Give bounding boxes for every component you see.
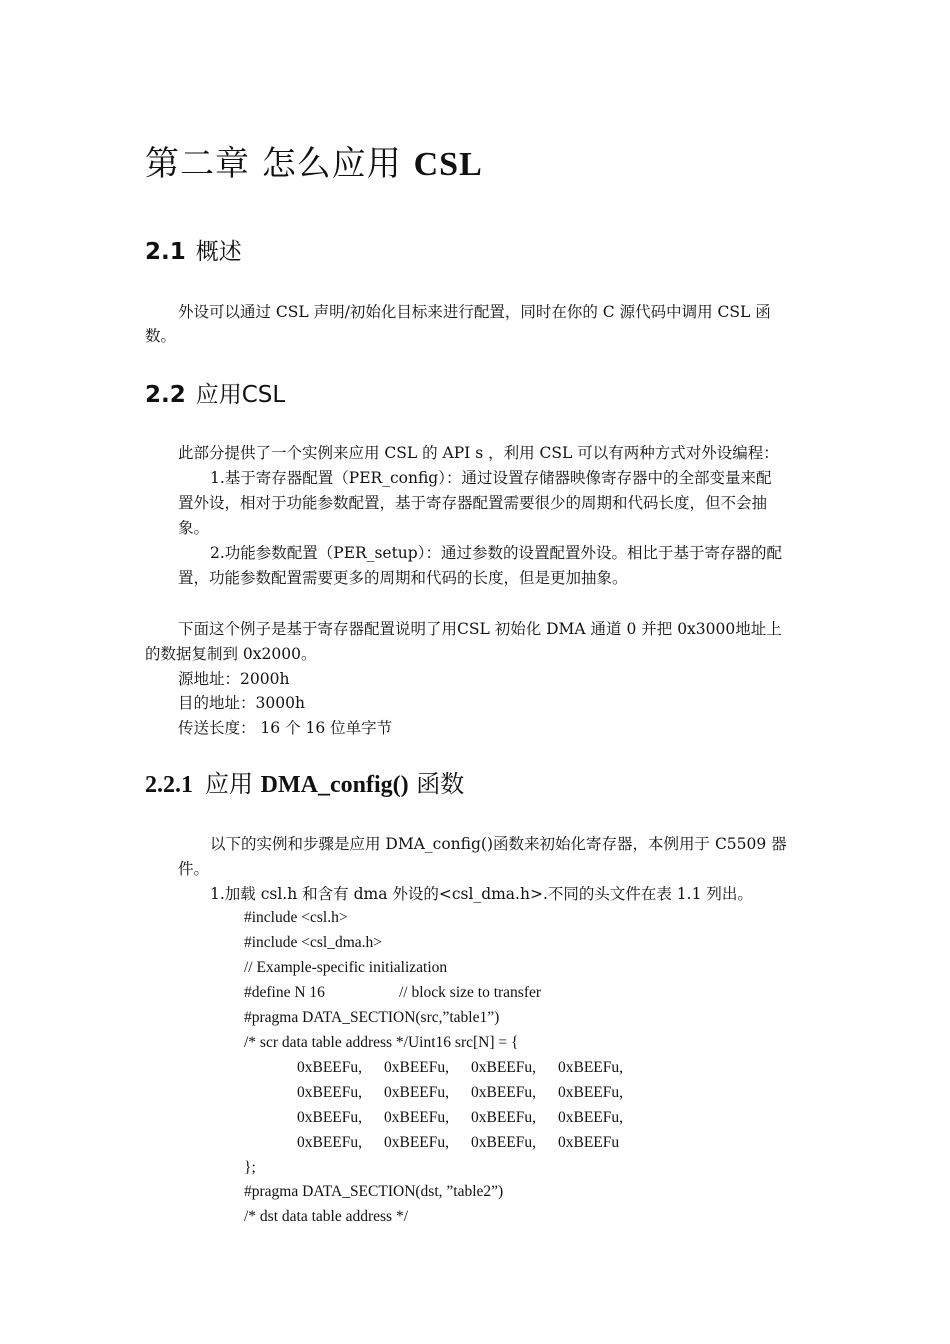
hex-value: 0xBEEFu, <box>384 1134 450 1151</box>
chapter-title <box>145 136 483 185</box>
chapter-title-csl: CSL <box>413 146 483 183</box>
example-para-line1: 下面这个例子是基于寄存器配置说明了用CSL 初始化 DMA 通道 0 并把 0x3000地址上 <box>178 620 782 638</box>
code-line-define <box>244 984 542 1002</box>
s22-item2-line2: 置，功能参数配置需要更多的周期和代码的长度，但是更加抽象。 <box>178 569 628 587</box>
s22-item1-line1: 1.基于寄存器配置（PER_config）：通过设置存储器映像寄存器中的全部变量来配 <box>210 469 772 487</box>
example-transfer-length: 传送长度： 16 个 16 位单字节 <box>178 719 393 737</box>
hex-value: 0xBEEFu, <box>558 1084 624 1101</box>
s22-intro: 此部分提供了一个实例来应用 CSL 的 API s ，利用 CSL 可以有两种方式对外设编程： <box>178 444 779 462</box>
code-hex-row <box>297 1059 645 1077</box>
section-2-2-heading <box>145 376 285 409</box>
hex-value: 0xBEEFu, <box>297 1134 363 1151</box>
section-number: 2.1 <box>145 239 186 265</box>
code-line-close: }; <box>244 1159 256 1176</box>
s22-item1-line3: 象。 <box>178 519 210 537</box>
code-hex-row <box>297 1084 645 1102</box>
hex-value: 0xBEEFu, <box>558 1109 624 1126</box>
hex-value: 0xBEEFu, <box>471 1059 537 1076</box>
section-title: 应用CSL <box>195 382 286 408</box>
s21-para-line2: 数。 <box>145 327 177 345</box>
s221-para-line1: 以下的实例和步骤是应用 DMA_config()函数来初始化寄存器，本例用于 C5509 器 <box>210 835 787 853</box>
section-2-2-1-heading <box>145 764 464 799</box>
section-title-suffix: 函数 <box>408 770 465 798</box>
s221-para-line2: 件。 <box>178 860 210 878</box>
code-line-pragma-dst: #pragma DATA_SECTION(dst, ”table2”) <box>244 1183 504 1200</box>
code-hex-row <box>297 1109 645 1127</box>
hex-value: 0xBEEFu <box>558 1134 620 1151</box>
code-define-comment: // block size to transfer <box>399 984 542 1001</box>
code-define: #define N 16 <box>244 984 325 1001</box>
hex-value: 0xBEEFu, <box>297 1109 363 1126</box>
hex-value: 0xBEEFu, <box>471 1134 537 1151</box>
hex-value: 0xBEEFu, <box>297 1084 363 1101</box>
code-line-include-csl: #include <csl.h> <box>244 909 348 926</box>
code-line-include-dma: #include <csl_dma.h> <box>244 934 383 951</box>
code-line-dst-comment: /* dst data table address */ <box>244 1208 408 1225</box>
hex-value: 0xBEEFu, <box>558 1059 624 1076</box>
example-dest-address: 目的地址：3000h <box>178 694 305 712</box>
code-line-comment: // Example-specific initialization <box>244 959 448 976</box>
code-hex-row <box>297 1134 645 1152</box>
code-line-src-decl: /* scr data table address */Uint16 src[N] = { <box>244 1034 519 1051</box>
example-source-address: 源地址：2000h <box>178 670 290 688</box>
s22-item2-line1: 2.功能参数配置（PER_setup）：通过参数的设置配置外设。相比于基于寄存器的配 <box>210 544 782 562</box>
example-para-line2: 的数据复制到 0x2000。 <box>145 645 317 663</box>
s221-step1: 1.加载 csl.h 和含有 dma 外设的<csl_dma.h>.不同的头文件在表 1.1 列出。 <box>210 885 753 903</box>
hex-value: 0xBEEFu, <box>471 1084 537 1101</box>
code-line-pragma-src: #pragma DATA_SECTION(src,”table1”) <box>244 1009 500 1026</box>
s22-item1-line2: 置外设，相对于功能参数配置，基于寄存器配置需要很少的周期和代码长度，但不会抽 <box>178 494 768 512</box>
section-title: 概述 <box>195 239 242 265</box>
section-2-1-heading <box>145 233 242 266</box>
section-title-prefix: 应用 <box>205 770 261 798</box>
chapter-title-text: 第二章 怎么应用 <box>145 144 414 184</box>
hex-value: 0xBEEFu, <box>384 1109 450 1126</box>
section-number: 2.2 <box>145 382 186 408</box>
section-number: 2.2.1 <box>145 772 193 798</box>
hex-value: 0xBEEFu, <box>471 1109 537 1126</box>
s21-para-line1: 外设可以通过 CSL 声明/初始化目标来进行配置，同时在你的 C 源代码中调用 CSL 函 <box>178 303 771 321</box>
hex-value: 0xBEEFu, <box>384 1059 450 1076</box>
section-title-function: DMA_config() <box>260 772 409 798</box>
hex-value: 0xBEEFu, <box>297 1059 363 1076</box>
hex-value: 0xBEEFu, <box>384 1084 450 1101</box>
